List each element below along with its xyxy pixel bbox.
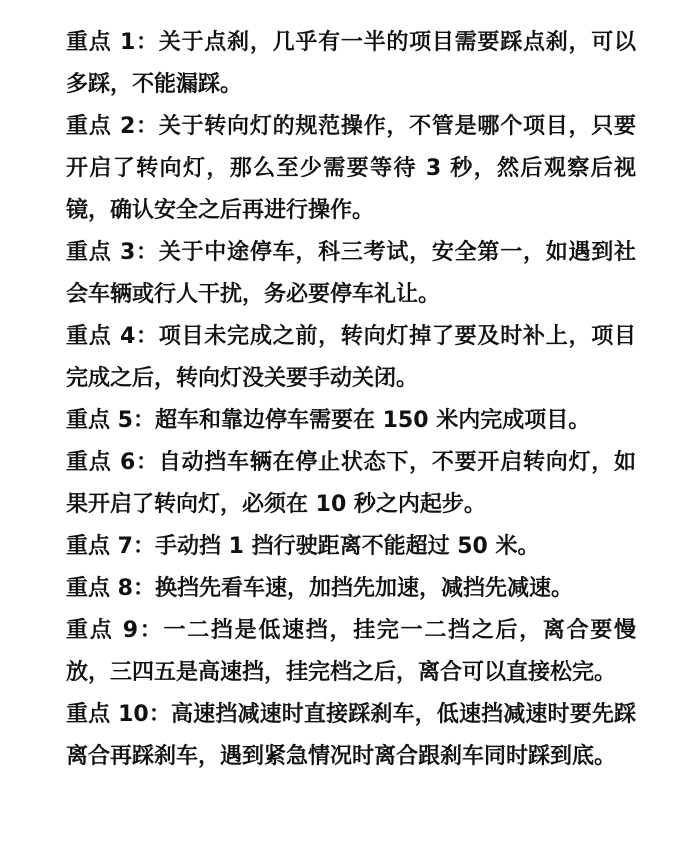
key-point-2: 重点 2：关于转向灯的规范操作，不管是哪个项目，只要开启了转向灯，那么至少需要等待 3 秒，然后观察后视镜，确认安全之后再进行操作。 xyxy=(66,114,636,223)
key-point-10: 重点 10：高速挡减速时直接踩刹车，低速挡减速时要先踩离合再踩刹车，遇到紧急情况时离合跟刹车同时踩到底。 xyxy=(66,702,636,769)
key-point-4: 重点 4：项目未完成之前，转向灯掉了要及时补上，项目完成之后，转向灯没关要手动关闭。 xyxy=(66,324,636,391)
key-point-5: 重点 5：超车和靠边停车需要在 150 米内完成项目。 xyxy=(66,408,591,433)
document-body xyxy=(66,22,636,778)
key-point-3: 重点 3：关于中途停车，科三考试，安全第一，如遇到社会车辆或行人干扰，务必要停车礼让。 xyxy=(66,240,636,307)
key-point-9: 重点 9：一二挡是低速挡，挂完一二挡之后，离合要慢放，三四五是高速挡，挂完档之后，离合可以直接松完。 xyxy=(66,618,636,685)
key-point-7: 重点 7：手动挡 1 挡行驶距离不能超过 50 米。 xyxy=(66,534,540,559)
key-point-1: 重点 1：关于点刹，几乎有一半的项目需要踩点刹，可以多踩，不能漏踩。 xyxy=(66,30,636,97)
key-point-6: 重点 6：自动挡车辆在停止状态下，不要开启转向灯，如果开启了转向灯，必须在 10 秒之内起步。 xyxy=(66,450,636,517)
key-point-8: 重点 8：换挡先看车速，加挡先加速，减挡先减速。 xyxy=(66,576,573,601)
